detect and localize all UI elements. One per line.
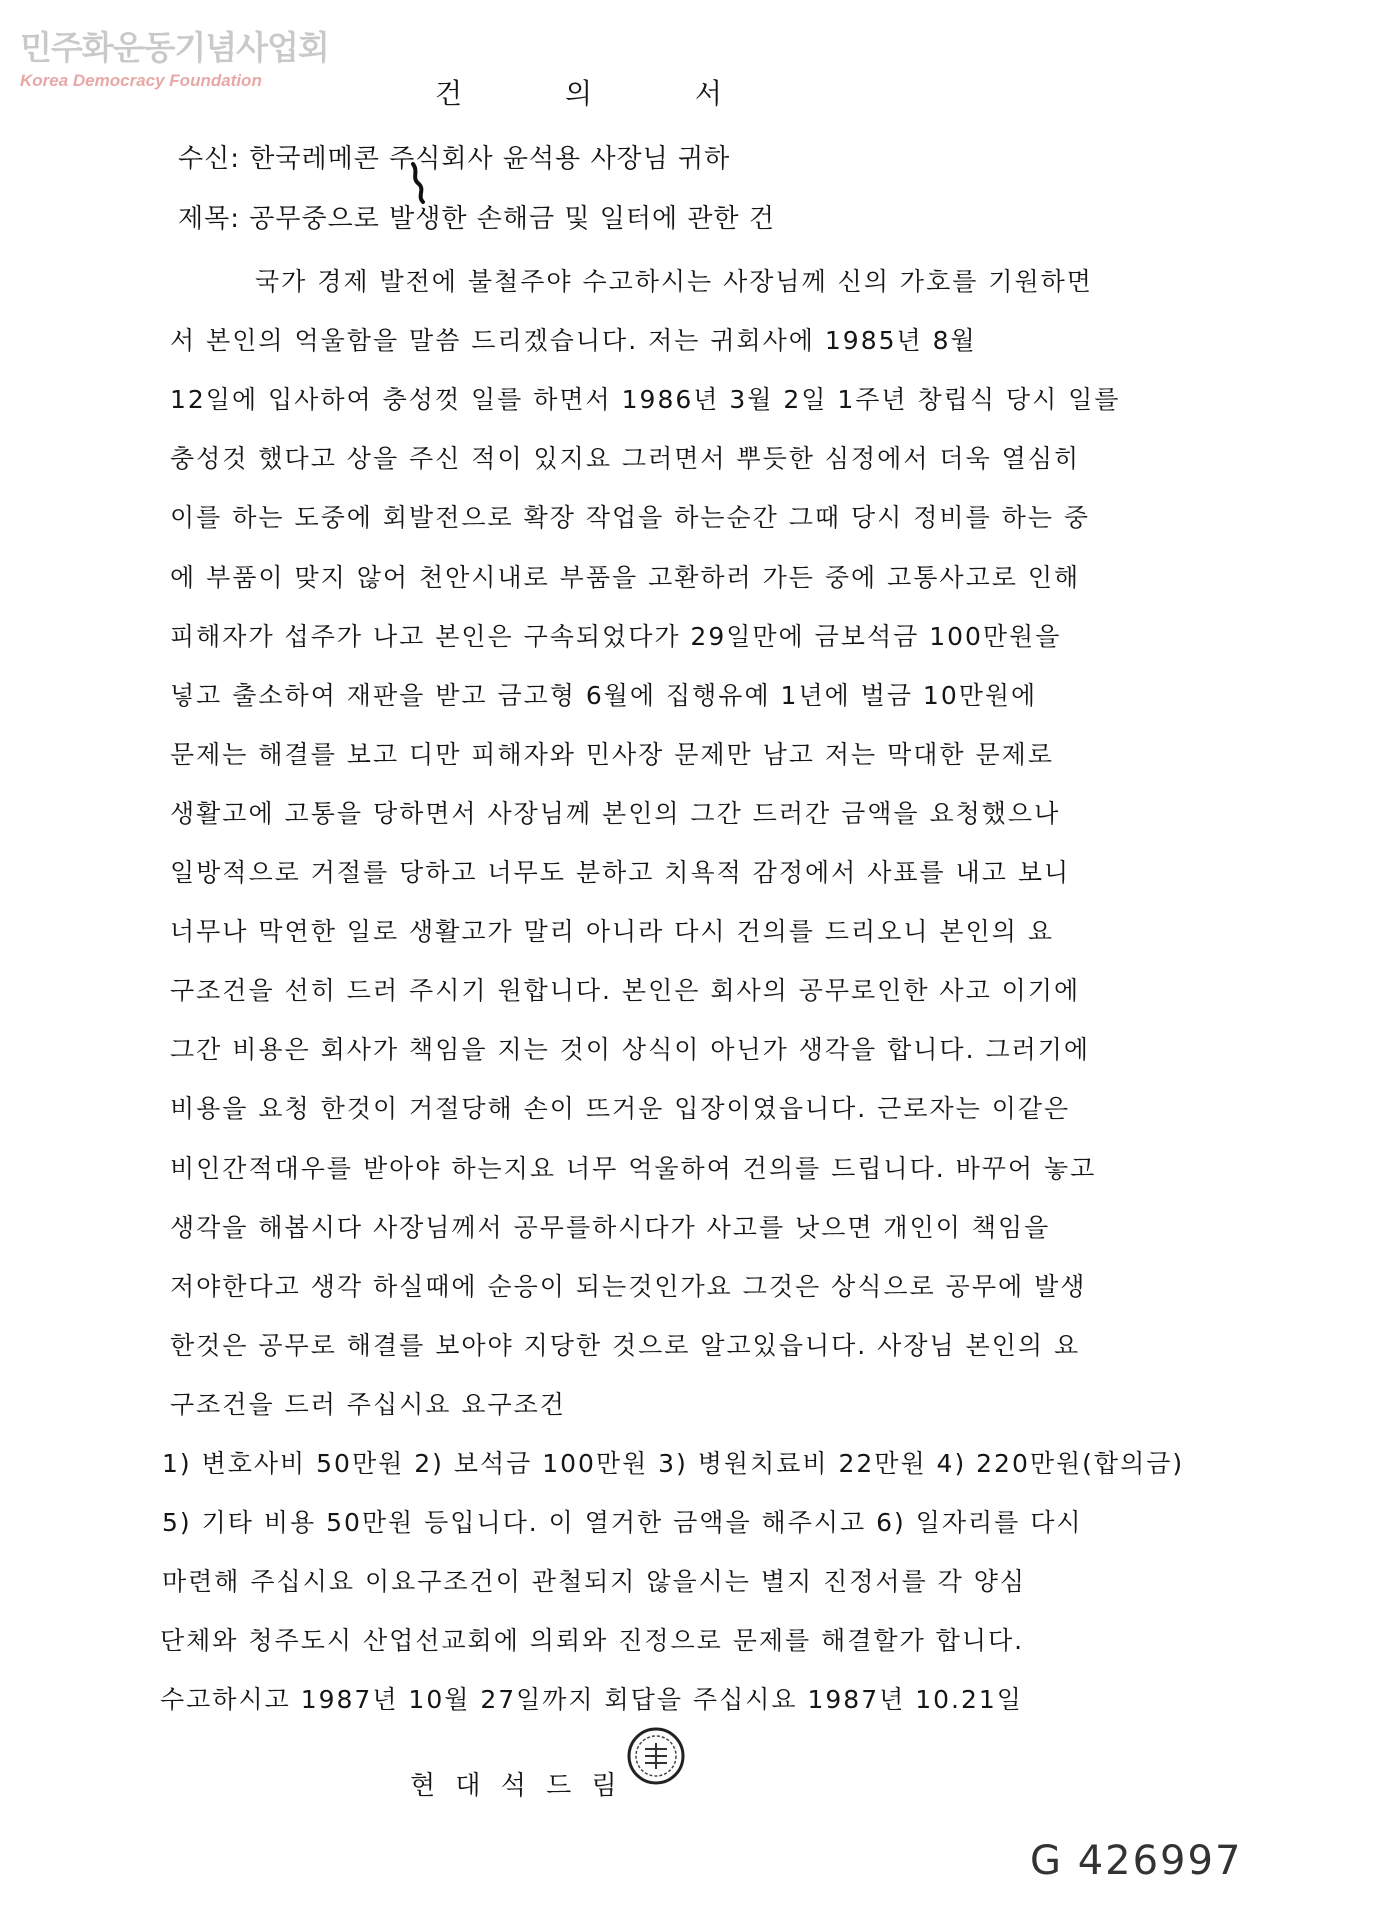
body-line: 구조건을 선히 드러 주시기 원합니다. 본인은 회사의 공무로인한 사고 이기에 (170, 976, 1081, 1005)
body-line: 단체와 청주도시 산업선교회에 의뢰와 진정으로 문제를 해결할가 합니다. (160, 1626, 1025, 1655)
body-line: 일방적으로 거절를 당하고 너무도 분하고 치욕적 감정에서 사표를 내고 보니 (170, 858, 1071, 887)
body-line: 저야한다고 생각 하실때에 순응이 되는것인가요 그것은 상식으로 공무에 발생 (170, 1272, 1087, 1301)
body-line: 마련해 주십시요 이요구조건이 관철되지 않을시는 별지 진정서를 각 양심 (162, 1567, 1027, 1596)
ink-smudge-icon (405, 160, 435, 205)
body-line: 12일에 입사하여 충성껏 일를 하면서 1986년 3월 2일 1주년 창립식 당시 일를 (170, 385, 1121, 414)
body-line: 비용을 요청 한것이 거절당해 손이 뜨거운 입장이였읍니다. 근로자는 이같은 (170, 1094, 1071, 1123)
body-line: 생활고에 고통을 당하면서 사장님께 본인의 그간 드러간 금액을 요청했으나 (170, 799, 1061, 828)
body-line: 수고하시고 1987년 10월 27일까지 회답을 주십시요 1987년 10.21일 (160, 1685, 1023, 1714)
document-number: G 426997 (1030, 1838, 1243, 1884)
subject-line: 제목: 공무중으로 발생한 손해금 및 일터에 관한 건 (178, 204, 775, 234)
body-line: 넣고 출소하여 재판을 받고 금고형 6월에 집행유예 1년에 벌금 10만원에 (170, 681, 1038, 710)
body-line: 한것은 공무로 해결를 보아야 지당한 것으로 알고있읍니다. 사장님 본인의 요 (170, 1331, 1081, 1360)
recipient-line: 수신: 한국레메콘 주식회사 윤석용 사장님 귀하 (178, 144, 731, 174)
body-line: 구조건을 드러 주십시요 요구조건 (170, 1390, 566, 1419)
body-line: 국가 경제 발전에 불철주야 수고하시는 사장님께 신의 가호를 기원하면 (255, 267, 1093, 296)
watermark-english: Korea Democracy Foundation (20, 71, 262, 90)
body-line: 생각을 해봅시다 사장님께서 공무를하시다가 사고를 낫으면 개인이 책임을 (170, 1213, 1051, 1242)
body-line: 너무나 막연한 일로 생활고가 말리 아니라 다시 건의를 드리오니 본인의 요 (170, 917, 1054, 946)
body-line: 충성것 했다고 상을 주신 적이 있지요 그러면서 뿌듯한 심정에서 더욱 열심히 (170, 444, 1081, 473)
body-line: 5) 기타 비용 50만원 등입니다. 이 열거한 금액을 해주시고 6) 일자리를 다시 (162, 1508, 1083, 1537)
signature: 현 대 석 드 림 (410, 1771, 623, 1801)
body-line: 1) 변호사비 50만원 2) 보석금 100만원 3) 병원치료비 22만원 4) 220만원(합의금) (162, 1449, 1185, 1478)
body-line: 서 본인의 억울함을 말씀 드리겠습니다. 저는 귀회사에 1985년 8월 (170, 326, 977, 355)
body-line: 그간 비용은 회사가 책임을 지는 것이 상식이 아닌가 생각을 합니다. 그러기에 (170, 1035, 1091, 1064)
body-line: 비인간적대우를 받아야 하는지요 너무 억울하여 건의를 드립니다. 바꾸어 놓고 (170, 1154, 1097, 1183)
body-line: 문제는 해결를 보고 디만 피해자와 민사장 문제만 남고 저는 막대한 문제로 (170, 740, 1054, 769)
body-line: 에 부품이 맞지 않어 천안시내로 부품을 고환하러 가든 중에 고통사고로 인해 (170, 563, 1081, 592)
document-title: 건 의 서 (435, 77, 723, 110)
watermark-korean: 민주화운동기념사업회 (20, 28, 329, 67)
body-line: 피해자가 섭주가 나고 본인은 구속되었다가 29일만에 금보석금 100만원을 (170, 622, 1062, 651)
body-line: 이를 하는 도중에 회발전으로 확장 작업을 하는순간 그때 당시 정비를 하는 중 (170, 503, 1091, 532)
seal-stamp-icon (625, 1725, 687, 1787)
watermark (20, 22, 329, 91)
